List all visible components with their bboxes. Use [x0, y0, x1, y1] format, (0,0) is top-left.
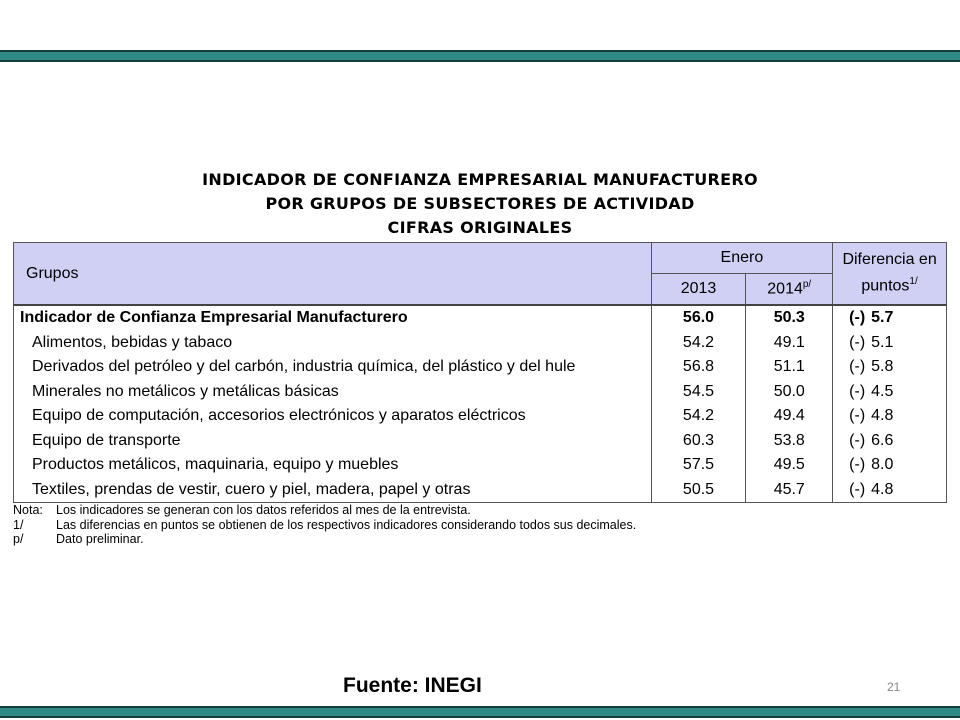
row-difference: [833, 305, 947, 331]
row-value-2014: 51.1: [746, 355, 833, 380]
note-text: Las diferencias en puntos se obtienen de los respectivos indicadores considerando todos sus decimales.: [56, 517, 637, 532]
page-number: 21: [887, 680, 901, 694]
row-value-2013: 54.2: [651, 404, 746, 429]
row-difference-value: 5.7: [871, 309, 894, 327]
row-difference-value: 8.0: [871, 456, 894, 474]
row-difference-sign: (-): [849, 333, 866, 351]
row-difference-value: 4.8: [871, 407, 894, 425]
table-row: [14, 331, 947, 356]
row-value-2013: 50.5: [651, 478, 746, 503]
header-diferencia-line2: [833, 271, 946, 297]
row-group-name: Equipo de transporte: [14, 429, 652, 454]
header-year-2014: [746, 274, 833, 306]
title-line-2: POR GRUPOS DE SUBSECTORES DE ACTIVIDAD: [265, 194, 695, 213]
row-difference: [833, 429, 947, 454]
row-value-2014: 53.8: [746, 429, 833, 454]
row-group-name: Productos metálicos, maquinaria, equipo y muebles: [14, 453, 652, 478]
table-body: [14, 305, 947, 503]
row-group-name: Minerales no metálicos y metálicas básicas: [14, 380, 652, 405]
row-group-name: Equipo de computación, accesorios electrónicos y aparatos eléctricos: [14, 404, 652, 429]
table-title: [0, 168, 960, 240]
table-row: [14, 355, 947, 380]
source-label: Fuente: INEGI: [343, 674, 482, 697]
title-line-1: INDICADOR DE CONFIANZA EMPRESARIAL MANUFACTURERO: [202, 170, 758, 189]
row-difference: [833, 453, 947, 478]
top-decorative-band: [0, 50, 960, 62]
row-difference-sign: (-): [849, 456, 866, 474]
row-difference: [833, 404, 947, 429]
note-key: Nota:: [13, 503, 43, 517]
table-row: [14, 478, 947, 503]
header-grupos: Grupos: [14, 243, 652, 306]
row-difference: [833, 478, 947, 503]
row-difference-sign: (-): [849, 407, 866, 425]
row-difference-sign: (-): [849, 480, 866, 498]
row-value-2014: 49.1: [746, 331, 833, 356]
note-text: Los indicadores se generan con los datos referidos al mes de la entrevista.: [56, 503, 471, 517]
row-group-name: Textiles, prendas de vestir, cuero y piel, madera, papel y otras: [14, 478, 652, 503]
row-difference-sign: (-): [849, 382, 866, 400]
row-difference-sign: (-): [849, 431, 866, 449]
row-value-2013: 54.5: [651, 380, 746, 405]
header-enero: Enero: [651, 243, 833, 274]
table-row: [14, 305, 947, 331]
row-value-2014: 45.7: [746, 478, 833, 503]
note-key: 1/: [13, 517, 24, 532]
bottom-decorative-band: [0, 706, 960, 718]
row-value-2014: 49.4: [746, 404, 833, 429]
note-key: p/: [13, 532, 24, 546]
note-row: [13, 518, 636, 533]
row-group-name: Alimentos, bebidas y tabaco: [14, 331, 652, 356]
note-row: [13, 503, 636, 518]
row-difference-value: 5.1: [871, 333, 894, 351]
table-row: [14, 380, 947, 405]
row-difference-value: 5.8: [871, 358, 894, 376]
row-difference-value: 4.8: [871, 480, 894, 498]
header-year-2013: 2013: [651, 274, 746, 306]
header-diferencia-footnote-mark: 1/: [909, 276, 918, 288]
table-row: [14, 429, 947, 454]
row-value-2014: 50.3: [746, 305, 833, 331]
note-text: Dato preliminar.: [56, 532, 144, 546]
row-value-2013: 54.2: [651, 331, 746, 356]
row-difference-value: 4.5: [871, 382, 894, 400]
row-value-2013: 57.5: [651, 453, 746, 478]
row-value-2013: 56.0: [651, 305, 746, 331]
header-year-2014-label: 2014: [767, 280, 803, 298]
header-diferencia: [833, 243, 947, 306]
row-difference-sign: (-): [849, 358, 866, 376]
row-group-name: Derivados del petróleo y del carbón, industria química, del plástico y del hule: [14, 355, 652, 380]
header-diferencia-line1: Diferencia en: [842, 251, 937, 269]
row-difference-sign: (-): [849, 309, 866, 327]
row-value-2013: 56.8: [651, 355, 746, 380]
row-difference: [833, 380, 947, 405]
row-value-2014: 49.5: [746, 453, 833, 478]
row-difference-value: 6.6: [871, 431, 894, 449]
row-difference: [833, 355, 947, 380]
row-difference: [833, 331, 947, 356]
table-row: [14, 404, 947, 429]
row-value-2014: 50.0: [746, 380, 833, 405]
confidence-table: [13, 242, 947, 503]
row-value-2013: 60.3: [651, 429, 746, 454]
header-year-2014-mark: p/: [802, 279, 812, 291]
table-row: [14, 453, 947, 478]
table-notes: [13, 503, 636, 547]
note-row: [13, 532, 636, 547]
header-diferencia-puntos: puntos: [861, 277, 910, 295]
title-line-3: CIFRAS ORIGINALES: [387, 218, 573, 237]
row-group-name: Indicador de Confianza Empresarial Manufacturero: [14, 305, 652, 331]
